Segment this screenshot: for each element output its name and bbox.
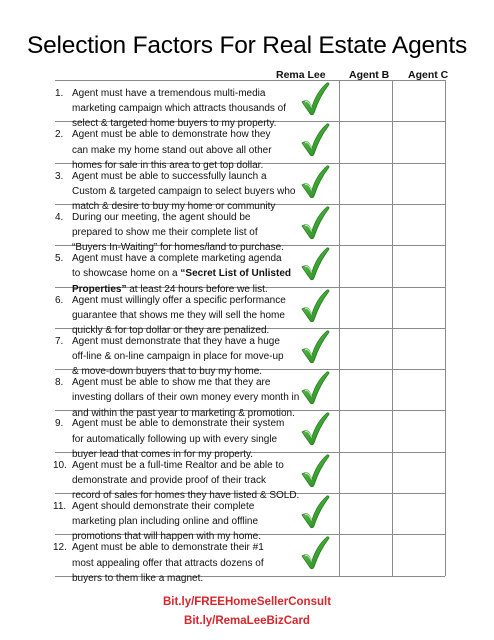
factor-text-line: Agent must willingly offer a specific performance: [72, 294, 286, 306]
factor-text-line: investing dollars of their own money every month in: [72, 392, 300, 404]
agent-c-cell: [393, 204, 445, 245]
factor-text-line: Agent must be able to demonstrate how they: [72, 129, 271, 141]
factor-number: 11.: [53, 501, 67, 512]
factor-text-line: Custom & targeted campaign to select buyers who: [72, 185, 296, 197]
checkmark-icon: [300, 536, 330, 570]
column-header-agent-b: Agent B: [349, 69, 390, 81]
checkmark-icon: [300, 330, 330, 364]
factor-number: 3.: [55, 170, 64, 182]
factor-number: 4.: [55, 211, 64, 223]
agent-b-cell: [339, 287, 391, 328]
factor-number: 6.: [55, 294, 64, 306]
factor-row: [53, 452, 445, 502]
factor-number: 7.: [55, 335, 64, 347]
checkmark-icon: [300, 165, 330, 199]
factor-text-line: Agent must be a full-time Realtor and be able to: [72, 459, 284, 471]
checkmark-icon: [300, 206, 330, 240]
factor-row: [53, 534, 445, 584]
agent-c-cell: [393, 410, 445, 451]
factor-text-line: can make my home stand out above all other: [72, 144, 272, 156]
factor-text-line: & move-down buyers that to buy my home.: [72, 366, 263, 378]
factor-number: 5.: [55, 253, 64, 265]
agent-b-cell: [339, 121, 391, 162]
factor-number: 12.: [53, 542, 67, 554]
factor-row: [55, 410, 445, 460]
factor-text-line: guarantee that shows me they will sell the home: [72, 309, 285, 321]
agent-c-cell: [393, 245, 445, 286]
factor-text-line: record of sales for homes they have listed & SOLD.: [72, 490, 300, 502]
factors-table: [53, 80, 445, 584]
agent-c-cell: [393, 493, 445, 534]
agent-b-cell: [339, 245, 391, 286]
factor-text-line: buyers to them like a magnet.: [72, 572, 204, 584]
checkmark-icon: [300, 495, 330, 529]
agent-c-cell: [393, 369, 445, 410]
factor-text-line: match & desire to buy my home or community: [72, 201, 276, 212]
factor-text-segment: to showcase home on a: [72, 268, 181, 280]
factor-text-line: homes for sale in this area to get top dollar.: [72, 159, 264, 171]
factor-row: [55, 80, 445, 130]
checkmark-icon: [300, 371, 330, 405]
agent-c-cell: [393, 452, 445, 493]
factor-text-line: Agent should demonstrate their complete: [72, 501, 255, 512]
factor-text-emphasis: Properties”: [72, 283, 127, 295]
factor-number: 2.: [55, 129, 64, 141]
factor-text-line: [72, 266, 310, 281]
checkmark-icon: [300, 247, 330, 281]
agent-c-cell: [393, 163, 445, 204]
factor-text-line: for automatically following up with every single: [72, 433, 278, 445]
checkmark-icon: [300, 412, 330, 446]
page-title: Selection Factors For Real Estate Agents: [26, 32, 468, 59]
factor-row: [55, 163, 445, 212]
factor-text-line: off-line & on-line campaign in place for move-up: [72, 351, 284, 362]
factor-text-line: promotions that will happen with my home.: [72, 531, 261, 543]
factor-text-emphasis: “Secret List of Unlisted: [180, 268, 291, 280]
factor-number: 9.: [55, 418, 64, 430]
factor-number: 8.: [55, 377, 64, 389]
agent-c-cell: [393, 328, 445, 369]
factor-text-line: buyer lead that comes in for my property.: [72, 448, 254, 460]
factor-text-line: Agent must demonstrate that they have a huge: [72, 335, 280, 347]
factor-text-line: demonstrate and provide proof of their track: [72, 474, 266, 486]
factor-text-line: Agent must have a tremendous multi-media: [72, 88, 266, 99]
checkmark-icon: [300, 82, 330, 116]
agent-b-cell: [339, 328, 391, 369]
factor-text-line: most appealing offer that attracts dozens of: [72, 557, 264, 569]
factor-text-line: Agent must be able to demonstrate their system: [72, 418, 285, 430]
agent-b-cell: [339, 204, 391, 245]
factor-text: [72, 540, 310, 586]
column-header-rema-lee: Rema Lee: [276, 69, 326, 81]
checkmark-icon: [300, 289, 330, 323]
agent-b-cell: [339, 534, 391, 575]
factor-row: [55, 287, 445, 336]
agent-c-cell: [393, 534, 445, 575]
agent-b-cell: [339, 163, 391, 204]
factor-row: [55, 369, 445, 419]
factor-text-line: marketing plan including online and offline: [72, 516, 259, 528]
factor-number: 1.: [55, 88, 64, 99]
factor-text-line: Agent must have a complete marketing agenda: [72, 253, 282, 265]
agent-c-cell: [393, 121, 445, 162]
checkmark-icon: [300, 123, 330, 157]
agent-c-cell: [393, 287, 445, 328]
agent-b-cell: [339, 410, 391, 451]
agent-b-cell: [339, 493, 391, 534]
factor-row: [55, 245, 445, 295]
factor-text-line: prepared to show me their complete list of: [72, 227, 258, 239]
factor-row: [53, 493, 445, 543]
column-header-agent-c: Agent C: [408, 69, 449, 81]
factor-text-line: “Buyers In-Waiting” for homes/land to purchase.: [72, 242, 284, 254]
factor-text-line: Agent must be able to successfully launch a: [72, 170, 267, 182]
factor-row: [55, 328, 445, 378]
factor-text-line: and within the past year to marketing & promotion.: [72, 407, 295, 419]
agent-b-cell: [339, 80, 391, 121]
factor-row: [55, 121, 445, 171]
factor-text-segment: at least 24 hours before we list.: [129, 283, 268, 295]
checkmark-icon: [300, 454, 330, 488]
footer-link-bizcard[interactable]: Bit.ly/RemaLeeBizCard: [184, 615, 310, 627]
factor-text-line: Agent must be able to show me that they are: [72, 377, 271, 389]
agent-b-cell: [339, 452, 391, 493]
factor-number: 10.: [53, 459, 67, 471]
agent-c-cell: [393, 80, 445, 121]
agent-b-cell: [339, 369, 391, 410]
column-divider: [445, 80, 446, 576]
factor-text-line: marketing campaign which attracts thousands of: [72, 103, 286, 115]
factor-text-line: During our meeting, the agent should be: [72, 211, 251, 223]
factor-text-line: select & targeted home buyers to my property.: [72, 118, 277, 130]
factor-row: [55, 204, 445, 254]
footer-link-free-consult[interactable]: Bit.ly/FREEHomeSellerConsult: [162, 596, 332, 608]
factor-text-line: quickly & for top dollar or they are penalized.: [72, 324, 270, 336]
factor-text-line: Agent must be able to demonstrate their #1: [72, 542, 264, 554]
